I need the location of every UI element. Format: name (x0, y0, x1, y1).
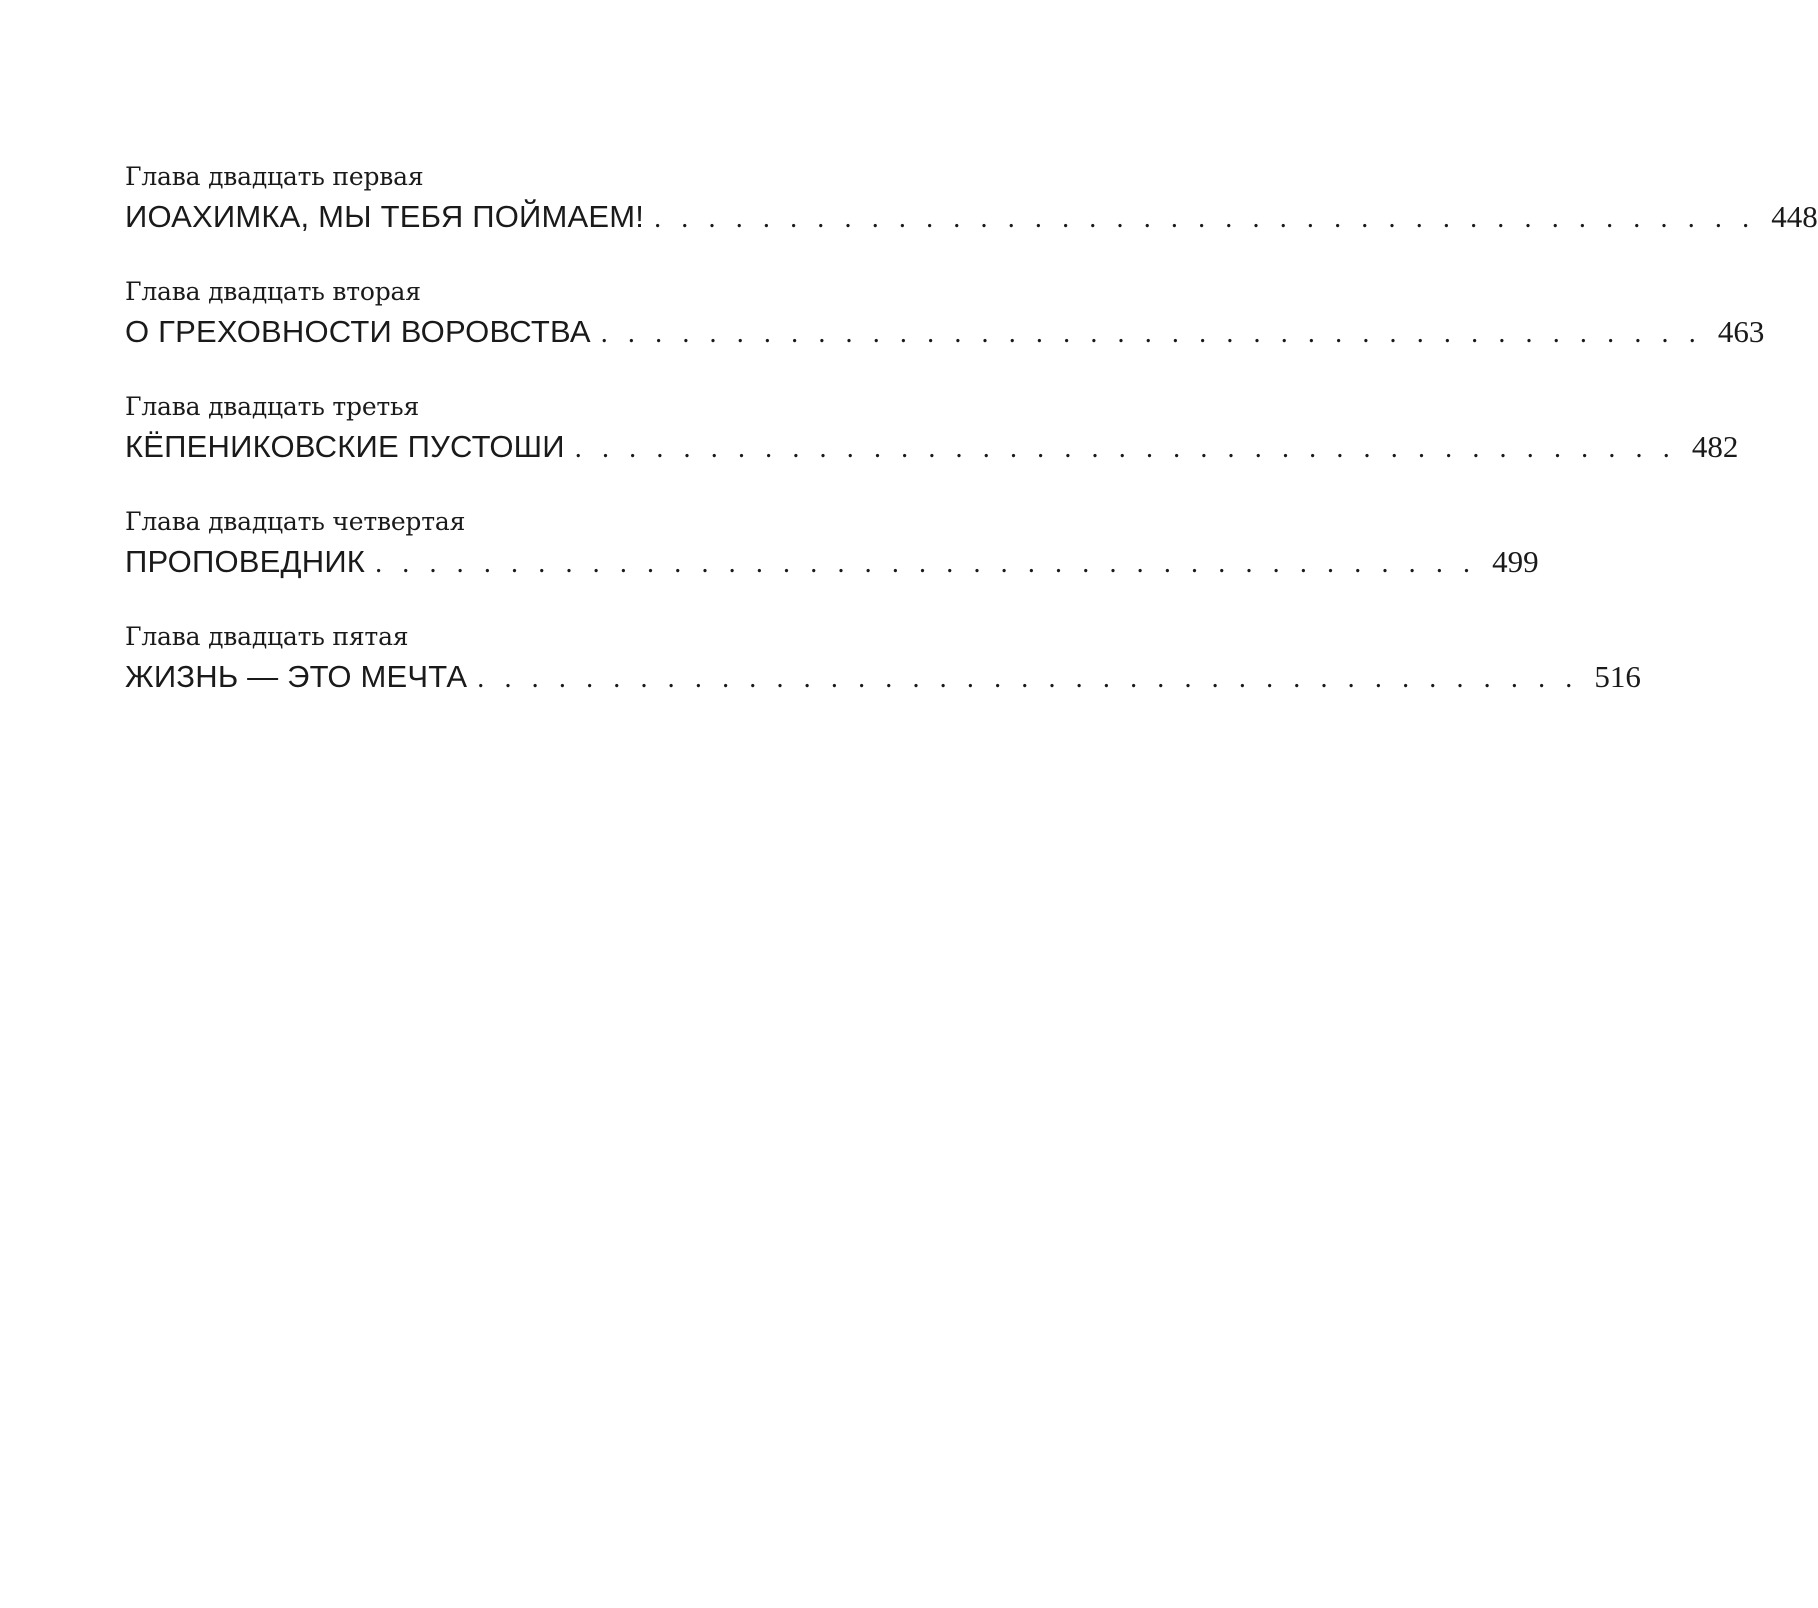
dot-leader: . . . . . . . . . . . . . . . . . . . . . . . . . . . . . . . . . . . . . . . . . (600, 318, 1703, 349)
page-number: 516 (1594, 659, 1641, 694)
toc-entry[interactable] (125, 505, 1539, 620)
chapter-title: ЖИЗНЬ — ЭТО МЕЧТА (125, 659, 468, 694)
chapter-label: Глава двадцать пятая (125, 622, 409, 651)
page-number: 448 (1771, 199, 1818, 234)
page-number: 499 (1492, 544, 1539, 579)
chapter-title: КЁПЕНИКОВСКИЕ ПУСТОШИ (125, 429, 565, 464)
dot-leader: . . . . . . . . . . . . . . . . . . . . . . . . . . . . . . . . . . . . . . . . . (654, 203, 1756, 234)
page-number: 482 (1691, 429, 1739, 464)
toc-entry[interactable] (125, 160, 1818, 275)
dot-leader: . . . . . . . . . . . . . . . . . . . . . . . . . . . . . . . . . . . . . . . . . (375, 548, 1477, 579)
toc-title-row (125, 309, 1765, 355)
chapter-label: Глава двадцать третья (125, 392, 420, 421)
toc-title-row (125, 424, 1739, 470)
toc-entry[interactable] (125, 275, 1765, 390)
toc-title-row (125, 654, 1641, 700)
chapter-title: О ГРЕХОВНОСТИ ВОРОВСТВА (125, 314, 591, 349)
chapter-label: Глава двадцать четвертая (125, 507, 466, 536)
chapter-label: Глава двадцать вторая (125, 277, 421, 306)
chapter-title: ПРОПОВЕДНИК (125, 544, 366, 579)
chapter-label: Глава двадцать первая (125, 162, 424, 191)
table-of-contents (125, 160, 1818, 735)
toc-entry[interactable] (125, 390, 1739, 505)
chapter-title: ИОАХИМКА, МЫ ТЕБЯ ПОЙМАЕМ! (125, 199, 645, 234)
toc-title-row (125, 194, 1818, 240)
dot-leader: . . . . . . . . . . . . . . . . . . . . . . . . . . . . . . . . . . . . . . . . . (574, 433, 1677, 464)
toc-entry[interactable] (125, 620, 1641, 735)
page-number: 463 (1717, 314, 1765, 349)
toc-title-row (125, 539, 1539, 585)
dot-leader: . . . . . . . . . . . . . . . . . . . . . . . . . . . . . . . . . . . . . . . . . (477, 663, 1579, 694)
